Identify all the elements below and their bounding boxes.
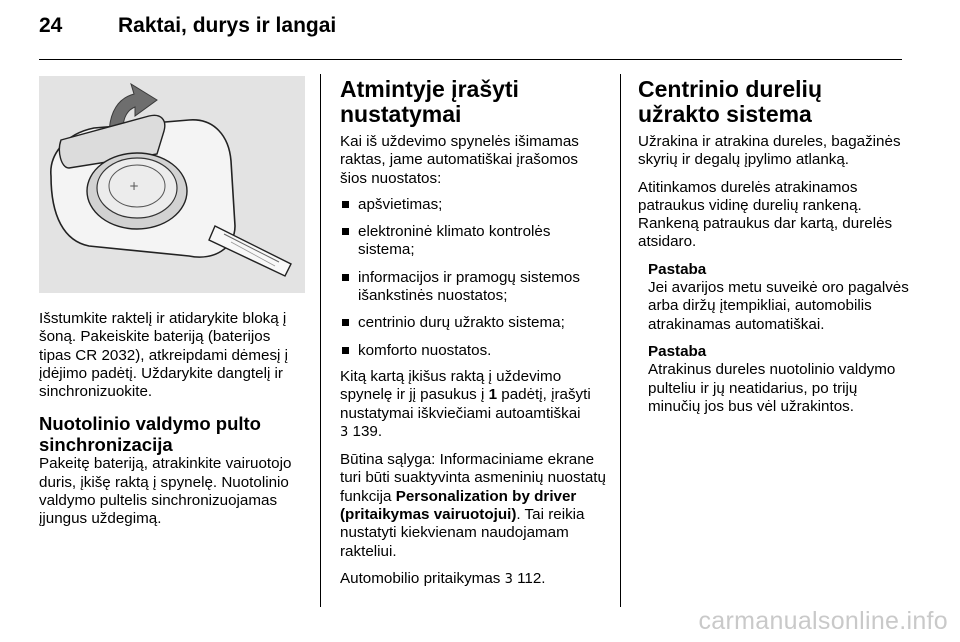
menu-item-name: Personalization by driver (pritaikymas vairuotojui) bbox=[340, 487, 577, 524]
memory-settings-list bbox=[340, 196, 606, 360]
page-reference-arrow: 3 bbox=[504, 571, 513, 587]
key-battery-replacement-icon bbox=[39, 76, 305, 293]
memory-intro: Kai iš uždevimo spynelės išimamas raktas, jame automatiškai įrašomos šios nuostatos: bbox=[340, 133, 579, 187]
section-heading-central-locking: Centrinio durelių užrakto sistema bbox=[638, 76, 822, 127]
sync-instructions: Pakeitę bateriją, atrakinkite vairuotojo duris, įkišę raktą į spynelę. Nuotolinio valdymo pultelis sinchronizuojamas įjungus uždegimą. bbox=[39, 455, 292, 528]
note-title: Pastaba bbox=[648, 342, 707, 360]
heading-line-2: sinchronizacija bbox=[39, 434, 173, 456]
section-heading-sync bbox=[39, 413, 305, 455]
battery-instructions: Išstumkite raktelį ir atidarykite bloką į šoną. Pakeiskite bateriją (baterijos tipas CR 2032), atkreipdami dėmesį į įdėjimo padėtį. Uždarykite dangtelį ir sinchronizuokite. bbox=[39, 310, 289, 401]
column-divider-left bbox=[320, 74, 321, 607]
section-heading-memory: Atmintyje įrašyti nustatymai bbox=[340, 76, 519, 127]
text-run: . Tai reikia nustatyti kiekvienam naudojamam rakteliui. bbox=[340, 506, 585, 560]
middle-column bbox=[340, 74, 606, 589]
text-run: Kitą kartą įkišus raktą į uždevimo spynelę ir jį pasukus į bbox=[340, 367, 562, 404]
text-run: padėtį, įrašyti nustatymai iškviečiami autoamtiškai bbox=[340, 386, 591, 422]
list-item: elektroninė klimato kontrolės sistema; bbox=[340, 223, 606, 260]
text-run: Būtina sąlyga: Informaciniame ekrane turi būti suaktyvinta asmeninių nuostatų funkcija bbox=[340, 451, 606, 505]
header-divider bbox=[39, 59, 902, 60]
note-box bbox=[648, 261, 910, 334]
position-number: 1 bbox=[488, 386, 498, 404]
page-number: 24 bbox=[39, 14, 63, 37]
note-text: Jei avarijos metu suveikė oro pagalvės arba diržų įtempikliai, automobilis atrakinamas automatiškai. bbox=[648, 279, 909, 333]
key-battery-figure bbox=[39, 76, 305, 293]
central-locking-intro: Užrakina ir atrakina dureles, bagažinės skyrių ir degalų įpylimo atlanką. bbox=[638, 133, 901, 169]
note-title: Pastaba bbox=[648, 260, 707, 278]
column-divider-right bbox=[620, 74, 621, 607]
watermark: carmanualsonline.info bbox=[698, 607, 948, 635]
list-item: apšvietimas; bbox=[340, 196, 606, 214]
page-reference: 139. bbox=[348, 422, 383, 440]
prerequisite-paragraph bbox=[340, 451, 606, 561]
page-reference-arrow: 3 bbox=[340, 424, 349, 440]
list-item: informacijos ir pramogų sistemos išankstinės nuostatos; bbox=[340, 269, 606, 306]
list-item: centrinio durų užrakto sistema; bbox=[340, 314, 606, 332]
heading-line-1: Nuotolinio valdymo pulto bbox=[39, 413, 261, 435]
svg-text:+: + bbox=[129, 179, 140, 193]
right-column bbox=[638, 74, 910, 416]
note-text: Atrakinus dureles nuotolinio valdymo pulteliu ir jų neatidarius, po trijų minučių jos bus vėl užrakintos. bbox=[648, 361, 896, 415]
left-column bbox=[39, 74, 305, 529]
unlock-instructions: Atitinkamos durelės atrakinamos patraukus vidinę durelių rankeną. Rankeną patraukus dar kartą, durelės atsidaro. bbox=[638, 178, 893, 251]
list-item: komforto nuostatos. bbox=[340, 342, 606, 360]
memory-recall-paragraph bbox=[340, 368, 606, 442]
page-reference: 112. bbox=[512, 569, 546, 587]
text-run: Automobilio pritaikymas bbox=[340, 569, 505, 587]
page-title: Raktai, durys ir langai bbox=[118, 14, 337, 37]
note-box bbox=[648, 343, 910, 416]
personalization-reference bbox=[340, 570, 606, 589]
